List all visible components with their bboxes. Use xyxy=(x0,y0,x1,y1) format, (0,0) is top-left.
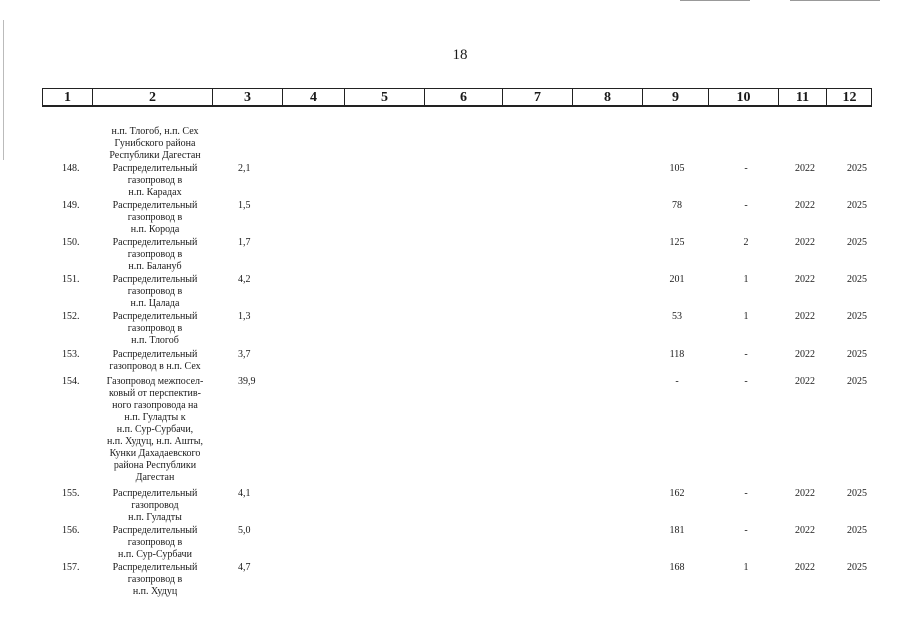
name-line: Дагестан xyxy=(135,472,175,483)
row-name xyxy=(96,525,214,561)
row-number: 149. xyxy=(62,200,80,211)
name-line: Распределительный xyxy=(112,200,198,211)
row-col-11: 2022 xyxy=(795,562,815,573)
header-col-7: 7 xyxy=(502,89,572,105)
name-line: газопровод в xyxy=(127,175,183,186)
name-line: Гунибского района xyxy=(114,138,196,149)
row-col-10: 1 xyxy=(743,274,749,285)
row-col-9: 53 xyxy=(672,311,682,322)
row-name xyxy=(96,349,214,373)
row-col-10: - xyxy=(744,349,748,360)
name-line: Распределительный xyxy=(112,525,198,536)
row-col-11: 2022 xyxy=(795,200,815,211)
row-length: 1,3 xyxy=(238,311,251,322)
row-col-11: 2022 xyxy=(795,163,815,174)
name-line: газопровод в xyxy=(127,323,183,334)
name-line: Распределительный xyxy=(112,349,198,360)
row-col-12: 2025 xyxy=(847,200,867,211)
row-col-11: 2022 xyxy=(795,237,815,248)
row-number: 157. xyxy=(62,562,80,573)
row-col-12: 2025 xyxy=(847,349,867,360)
row-col-11: 2022 xyxy=(795,525,815,536)
row-number: 148. xyxy=(62,163,80,174)
scan-artifact-edge xyxy=(3,20,4,160)
row-col-10: 1 xyxy=(743,311,749,322)
row-name xyxy=(96,237,214,273)
row-name xyxy=(96,376,214,484)
name-line: н.п. Карадах xyxy=(128,187,182,198)
row-number: 154. xyxy=(62,376,80,387)
header-col-10: 10 xyxy=(708,89,778,105)
row-col-11: 2022 xyxy=(795,488,815,499)
name-line: ковый от перспектив- xyxy=(109,388,201,399)
scan-artifact-line xyxy=(680,0,750,1)
row-col-10: 1 xyxy=(743,562,749,573)
header-col-1: 1 xyxy=(42,89,92,105)
row-col-9: 118 xyxy=(669,349,685,360)
row-length: 4,2 xyxy=(238,274,251,285)
name-line: ного газопровода на xyxy=(112,400,198,411)
name-line: Распределительный xyxy=(112,562,198,573)
row-col-12: 2025 xyxy=(847,274,867,285)
name-line: н.п. Тлогоб xyxy=(131,335,179,346)
row-col-11: 2022 xyxy=(795,376,815,387)
row-col-9: 168 xyxy=(669,562,685,573)
header-col-11: 11 xyxy=(778,89,826,105)
row-col-10: - xyxy=(744,376,748,387)
name-line: Республики Дагестан xyxy=(109,150,201,161)
name-line: н.п. Худуц xyxy=(132,586,178,597)
row-number: 156. xyxy=(62,525,80,536)
row-col-12: 2025 xyxy=(847,525,867,536)
row-name xyxy=(96,126,214,162)
row-length: 5,0 xyxy=(238,525,251,536)
header-col-3: 3 xyxy=(212,89,282,105)
row-length: 4,1 xyxy=(238,488,251,499)
name-line: газопровод в xyxy=(127,249,183,260)
row-col-12: 2025 xyxy=(847,237,867,248)
name-line: Газопровод межпосел- xyxy=(106,376,204,387)
row-col-9: 125 xyxy=(669,237,685,248)
row-col-11: 2022 xyxy=(795,274,815,285)
row-col-12: 2025 xyxy=(847,376,867,387)
row-name xyxy=(96,311,214,347)
name-line: н.п. Гуладты к xyxy=(124,412,186,423)
row-col-10: - xyxy=(744,525,748,536)
name-line: газопровод в xyxy=(127,286,183,297)
row-length: 39,9 xyxy=(238,376,256,387)
name-line: Распределительный xyxy=(112,163,198,174)
row-number: 155. xyxy=(62,488,80,499)
row-col-12: 2025 xyxy=(847,562,867,573)
row-col-10: - xyxy=(744,488,748,499)
name-line: н.п. Сур-Сурбачи xyxy=(118,549,192,560)
row-name xyxy=(96,562,214,598)
row-name xyxy=(96,488,214,524)
name-line: Распределительный xyxy=(112,488,198,499)
row-col-11: 2022 xyxy=(795,349,815,360)
row-col-10: - xyxy=(744,163,748,174)
name-line: н.п. Худуц, н.п. Ашты, xyxy=(106,436,204,447)
row-col-10: - xyxy=(744,200,748,211)
table-header xyxy=(42,88,872,107)
row-name xyxy=(96,163,214,199)
row-number: 150. xyxy=(62,237,80,248)
header-col-9: 9 xyxy=(642,89,708,105)
name-line: н.п. Цалада xyxy=(130,298,180,309)
header-col-12: 12 xyxy=(826,89,872,105)
header-col-5: 5 xyxy=(344,89,424,105)
row-length: 1,5 xyxy=(238,200,251,211)
row-col-9: 201 xyxy=(669,274,685,285)
row-col-9: 78 xyxy=(672,200,682,211)
name-line: газопровод в н.п. Сех xyxy=(109,361,201,372)
name-line: н.п. Корода xyxy=(130,224,180,235)
header-col-4: 4 xyxy=(282,89,344,105)
row-col-9: 162 xyxy=(669,488,685,499)
name-line: н.п. Тлогоб, н.п. Сех xyxy=(111,126,199,137)
name-line: н.п. Сур-Сурбачи, xyxy=(116,424,194,435)
row-name xyxy=(96,200,214,236)
row-col-10: 2 xyxy=(743,237,749,248)
scan-artifact-line xyxy=(790,0,880,1)
name-line: газопровод в xyxy=(127,574,183,585)
row-number: 151. xyxy=(62,274,80,285)
header-col-6: 6 xyxy=(424,89,502,105)
name-line: газопровод в xyxy=(127,212,183,223)
row-col-9: 105 xyxy=(669,163,685,174)
row-name xyxy=(96,274,214,310)
name-line: района Республики xyxy=(113,460,197,471)
row-col-12: 2025 xyxy=(847,488,867,499)
row-length: 2,1 xyxy=(238,163,251,174)
row-length: 1,7 xyxy=(238,237,251,248)
header-col-8: 8 xyxy=(572,89,642,105)
name-line: Распределительный xyxy=(112,311,198,322)
name-line: Распределительный xyxy=(112,274,198,285)
name-line: Распределительный xyxy=(112,237,198,248)
row-col-12: 2025 xyxy=(847,311,867,322)
row-col-9: - xyxy=(675,376,679,387)
header-col-2: 2 xyxy=(92,89,212,105)
row-length: 4,7 xyxy=(238,562,251,573)
page-number: 18 xyxy=(452,47,468,63)
name-line: газопровод xyxy=(131,500,179,511)
row-col-9: 181 xyxy=(669,525,685,536)
header-right-edge xyxy=(871,89,872,105)
row-number: 153. xyxy=(62,349,80,360)
row-number: 152. xyxy=(62,311,80,322)
row-col-11: 2022 xyxy=(795,311,815,322)
row-length: 3,7 xyxy=(238,349,251,360)
name-line: Кунки Дахадаевского xyxy=(109,448,201,459)
name-line: газопровод в xyxy=(127,537,183,548)
name-line: н.п. Гуладты xyxy=(128,512,182,523)
name-line: н.п. Бaланyб xyxy=(128,261,182,272)
row-col-12: 2025 xyxy=(847,163,867,174)
